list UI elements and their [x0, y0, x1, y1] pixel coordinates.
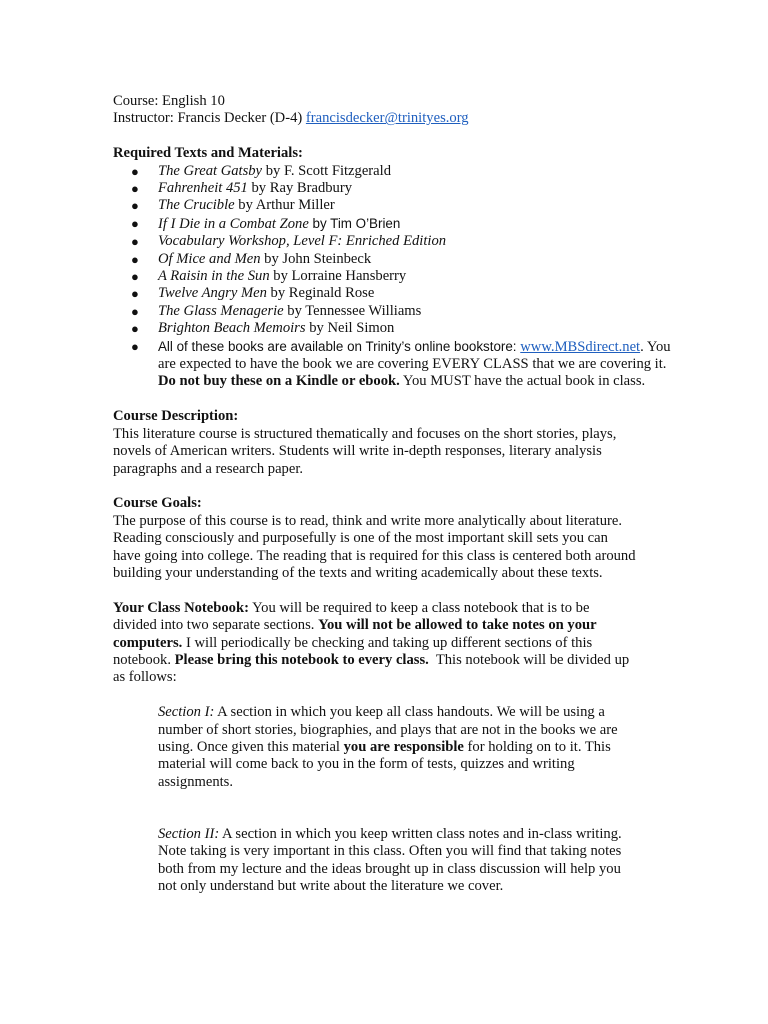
- list-item: [113, 268, 658, 285]
- text-span: You will be required to keep a class notebook that is to be: [248, 599, 590, 616]
- list-item: [113, 285, 658, 302]
- required-books-list: [113, 162, 671, 391]
- list-item: [113, 251, 658, 268]
- bullet-icon: ●: [131, 251, 139, 267]
- course-description-heading: Course Description:: [113, 408, 239, 425]
- bold-span: computers.: [113, 634, 183, 651]
- book-author: by Ray Bradbury: [247, 180, 353, 197]
- text-line: Note taking is very important in this class. Often you will find that taking notes: [158, 843, 622, 860]
- bookstore-suffix: . You: [640, 338, 671, 355]
- book-title: Twelve Angry Men: [158, 285, 267, 302]
- syllabus-page: [113, 93, 671, 896]
- list-item: [113, 215, 658, 233]
- text-line: number of short stories, biographies, and plays that are not in the books we are: [158, 721, 618, 738]
- list-item: [113, 303, 658, 320]
- book-title: Fahrenheit 451: [158, 180, 248, 197]
- text-span: notebook.: [113, 651, 175, 668]
- kindle-warning-bold: Do not buy these on a Kindle or ebook.: [158, 373, 400, 390]
- text-line: assignments.: [158, 773, 233, 790]
- text-span: This notebook will be divided up: [428, 651, 630, 668]
- section-one-label: Section I:: [158, 704, 215, 721]
- course-description-text: [113, 426, 658, 478]
- bookstore-note: [113, 338, 671, 391]
- bullet-icon: ●: [131, 338, 139, 354]
- section-two-block: [158, 826, 658, 896]
- text-span: divided into two separate sections.: [113, 617, 319, 634]
- book-author: by Reginald Rose: [266, 285, 375, 302]
- bold-span: you are responsible: [343, 738, 464, 755]
- bookstore-prefix: All of these books are available on Trinity’s online bookstore:: [158, 338, 521, 354]
- section-one-block: [158, 704, 658, 791]
- bullet-icon: ●: [131, 234, 139, 250]
- bullet-icon: ●: [131, 181, 139, 197]
- text-line: This literature course is structured thematically and focuses on the short stories, plays,: [113, 425, 617, 442]
- book-title: Brighton Beach Memoirs: [158, 320, 306, 337]
- list-item: [113, 163, 658, 180]
- text-line: [113, 617, 658, 634]
- course-line: Course: English 10: [113, 93, 225, 109]
- bold-span: Please bring this notebook to every class.: [174, 651, 429, 668]
- instructor-email-link[interactable]: francisdecker@trinityes.org: [305, 110, 469, 127]
- text-line: [113, 652, 658, 669]
- bullet-icon: ●: [131, 321, 139, 337]
- book-title: The Great Gatsby: [158, 162, 263, 179]
- text-line: [113, 635, 658, 652]
- bold-span: You will not be allowed to take notes on your: [318, 617, 597, 634]
- bookstore-line-2: are expected to have the book we are covering EVERY CLASS that we are covering it.: [158, 356, 667, 373]
- text-line: building your understanding of the texts and writing academically about these texts.: [113, 564, 603, 581]
- required-texts-heading: Required Texts and Materials:: [113, 145, 303, 162]
- book-title: If I Die in a Combat Zone: [158, 215, 309, 232]
- bullet-icon: ●: [131, 286, 139, 302]
- text-line: Reading consciously and purposefully is one of the most important skill sets you can: [113, 530, 608, 547]
- bullet-icon: ●: [131, 215, 139, 231]
- text-span: A section in which you keep written class notes and in-class writing.: [219, 825, 622, 842]
- kindle-warning: [158, 373, 658, 390]
- bookstore-line-1: [158, 338, 671, 356]
- text-line: material will come back to you in the form of tests, quizzes and writing: [158, 756, 575, 773]
- bullet-icon: ●: [131, 163, 139, 179]
- list-item: [113, 197, 658, 214]
- book-title: A Raisin in the Sun: [158, 268, 270, 285]
- list-item: [113, 320, 658, 337]
- list-item: [113, 233, 658, 250]
- book-title: The Glass Menagerie: [158, 302, 284, 319]
- text-line: [158, 704, 658, 721]
- text-line: [113, 600, 658, 617]
- bullet-icon: ●: [131, 303, 139, 319]
- text-line: as follows:: [113, 669, 177, 686]
- list-item: [113, 180, 658, 197]
- bullet-icon: ●: [131, 269, 139, 285]
- kindle-warning-rest: You MUST have the actual book in class.: [399, 373, 646, 390]
- course-goals-heading: Course Goals:: [113, 495, 202, 512]
- course-goals-text: [113, 513, 658, 583]
- book-author: by Tim O’Brien: [308, 215, 401, 231]
- class-notebook-heading: Your Class Notebook:: [113, 599, 249, 616]
- text-line: [158, 826, 658, 843]
- book-author: by Tennessee Williams: [283, 302, 422, 319]
- book-title: The Crucible: [158, 197, 235, 214]
- section-two-label: Section II:: [158, 825, 220, 842]
- book-author: by F. Scott Fitzgerald: [262, 162, 391, 179]
- text-line: novels of American writers. Students will write in-depth responses, literary analysis: [113, 443, 602, 460]
- book-author: by Neil Simon: [305, 320, 395, 337]
- book-author: by Lorraine Hansberry: [269, 268, 407, 285]
- book-author: by Arthur Miller: [234, 197, 335, 214]
- text-line: have going into college. The reading that is required for this class is centered both around: [113, 547, 636, 564]
- text-span: A section in which you keep all class handouts. We will be using a: [214, 704, 605, 721]
- text-line: The purpose of this course is to read, think and write more analytically about literature.: [113, 512, 622, 529]
- instructor-label: Instructor: Francis Decker (D-4): [113, 110, 306, 127]
- book-title: Of Mice and Men: [158, 250, 261, 267]
- text-line: not only understand but write about the literature we cover.: [158, 878, 504, 895]
- bullet-icon: ●: [131, 198, 139, 214]
- class-notebook-paragraph: [113, 600, 658, 687]
- instructor-line: [113, 110, 658, 127]
- bookstore-link[interactable]: www.MBSdirect.net: [520, 338, 641, 355]
- text-span: for holding on to it. This: [463, 738, 611, 755]
- text-span: I will periodically be checking and taking up different sections of this: [182, 634, 593, 651]
- text-line: paragraphs and a research paper.: [113, 460, 304, 477]
- book-author: by John Steinbeck: [260, 250, 372, 267]
- text-span: using. Once given this material: [158, 738, 344, 755]
- text-line: both from my lecture and the ideas brought up in class discussion will help you: [158, 860, 621, 877]
- book-title: Vocabulary Workshop, Level F: Enriched Edition: [158, 233, 447, 250]
- text-line: [158, 739, 658, 756]
